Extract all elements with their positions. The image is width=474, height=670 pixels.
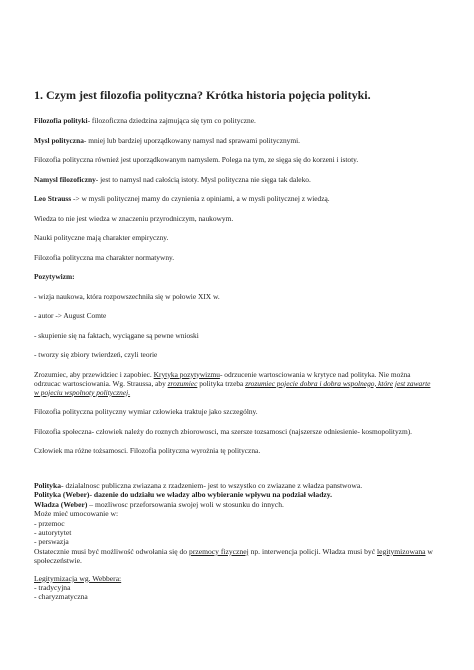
umocowanie-item: - autorytytet (34, 528, 72, 538)
paragraph-namysl-filozoficzny: Namysl filozoficzny- jest to namysl nad całością istoty. Mysl polityczna nie sięga tak daleko. (34, 174, 311, 184)
term: Namysl filozoficzny (34, 174, 96, 184)
positivism-item: - skupienie się na faktach, wyciągane są pewne wnioski (34, 330, 199, 340)
umocowanie-item: - przemoc (34, 518, 65, 528)
paragraph-filozofia-spoleczna: Filozofia społeczna- człowiek należy do roznych zbiorowosci, ma szersze tozsamosci (najszersze odniesienie- kosmopolityzm). (34, 426, 413, 436)
term: Mysl polityczna (34, 135, 84, 145)
paragraph-filozofia-normatywna: Filozofia polityczna ma charakter normatywny. (34, 252, 175, 262)
wladza-weber: Władza (Weber) – mozliwosc przeforsowania swojej woli w stosunku do innych. (34, 499, 284, 509)
positivism-heading: Pozytywizm: (34, 272, 75, 281)
umocowanie-heading: Może mieć umocowanie w: (34, 509, 119, 519)
positivism-item: - autor -> August Comte (34, 311, 107, 320)
legitymizacja-heading: Legitymizacja wg. Webbera: (34, 573, 122, 583)
paragraph-przemoc-fizyczna: Ostatecznie musi być możliwość odwołania się do przemocy fizycznej np. interwencja policji. Władza musi być legitymizowana w społeczeństwie. (34, 546, 433, 566)
paragraph-nauki-polityczne: Nauki polityczne mają charakter empiryczny. (34, 233, 169, 242)
umocowanie-item: - perswazja (34, 537, 69, 547)
term: Filozofia polityki (34, 116, 88, 125)
term: Leo Strauss (34, 194, 72, 203)
polityka-weber: Polityka (Weber)- dazenie do udziału we władzy albo wybieranie wpływu na podział władzy. (34, 490, 333, 500)
paragraph-krytyka-pozytywizmu: Zrozumiec, aby przewidziec i zapobiec. Krytyka pozytywizmu- odrzucenie wartosciowania w krytyce nad polityka. Nie można odrzucac wartosciowania. Wg. Straussa, aby zrozumiec polityka trzeba zrozumiec pojecie dobra i dobra wspolnego, które jest zawarte w pojeciu wspolnoty politycznej. (34, 369, 431, 397)
legitymizacja-item: - tradycyjna (34, 583, 71, 593)
positivism-item: - wizja naukowa, która rozpowszechniła się w połowie XIX w. (34, 291, 220, 301)
paragraph-filozofia-polityki: Filozofia polityki- filozoficzna dziedzina zajmująca się tym co polityczne. (34, 116, 256, 125)
page-title: 1. Czym jest filozofia polityczna? Krótka historia pojęcia polityki. (34, 88, 371, 102)
paragraph-filozofia-uporzadkowana: Filozofia polityczna również jest uporządkowanym namyslem. Polega na tym, ze sięga się do korzeni i istoty. (34, 155, 359, 164)
positivism-item: - tworzy się zbiory twierdzeń, czyli teorie (34, 350, 158, 359)
legitymizacja-item: - charyzmatyczna (34, 592, 88, 602)
polityka-definition: Polityka- dzialalnosc publiczna zwiazana z rzadzeniem- jest to wszystko co zwiazane z władza panstwowa. (34, 481, 363, 490)
paragraph-wiedza: Wiedza to nie jest wiedza w znaczeniu przyrodniczym, naukowym. (34, 213, 234, 223)
paragraph-leo-strauss: Leo Strauss -> w mysli politycznej mamy do czynienia z opiniami, a w mysli politycznej z wiedzą. (34, 194, 330, 203)
paragraph-wymiar-czlowieka: Filozofia polityczna polityczny wymiar człowieka traktuje jako szczególny. (34, 407, 258, 416)
paragraph-tozsamosci: Człowiek ma różne tożsamosci. Filozofia polityczna wyrożnia tę polityczna. (34, 446, 261, 455)
paragraph-mysl-polityczna: Mysl polityczna- mniej lub bardziej uporządkowany namysl nad sprawami politycznymi. (34, 135, 301, 145)
section-polityka (34, 481, 434, 602)
